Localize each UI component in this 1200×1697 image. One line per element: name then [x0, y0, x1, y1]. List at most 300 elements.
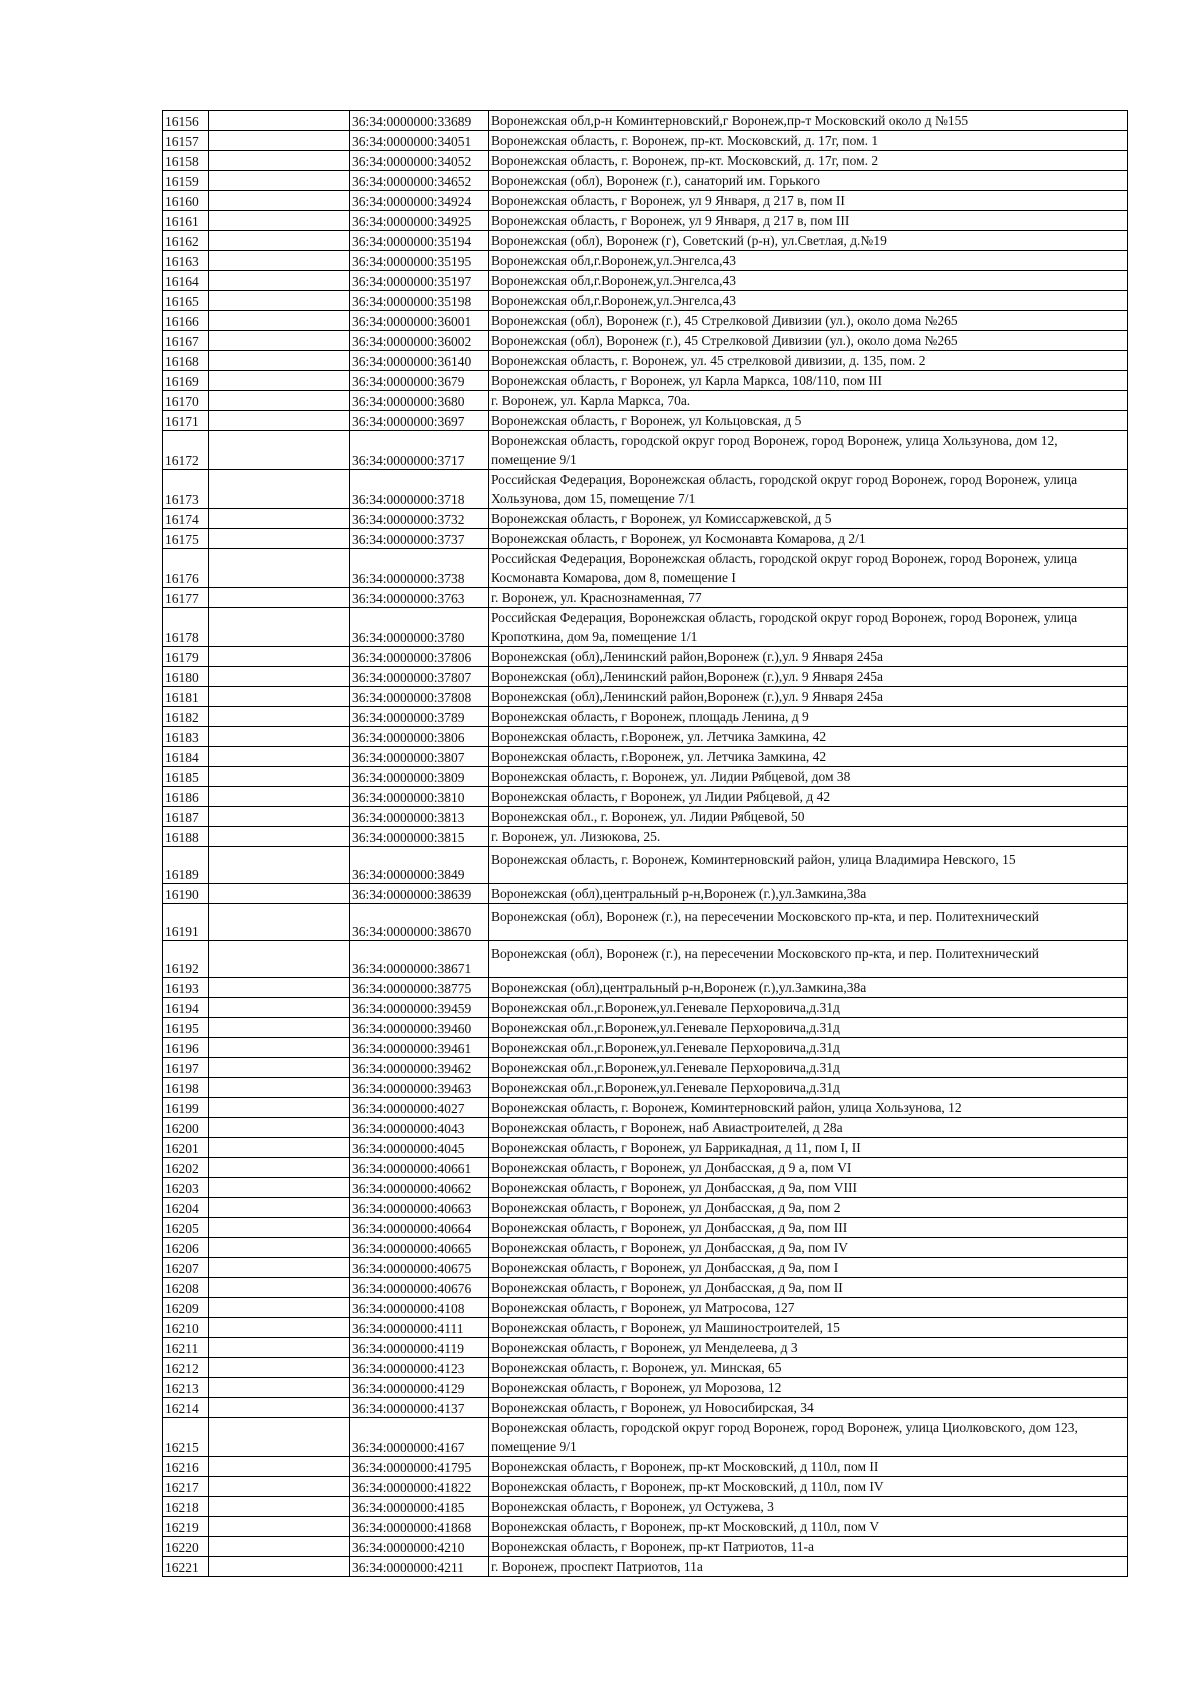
address-cell: Воронежская область, г Воронеж, ул Морозова, 12: [489, 1378, 1128, 1398]
row-number-cell: 16203: [163, 1178, 209, 1198]
empty-cell: [209, 331, 350, 351]
cadastral-number-cell: 36:34:0000000:36001: [350, 311, 489, 331]
empty-cell: [209, 787, 350, 807]
address-cell: Воронежская область, г Воронеж, ул Комиссаржевской, д 5: [489, 509, 1128, 529]
table-row: [163, 1238, 1128, 1258]
address-cell: Воронежская область, г Воронеж, ул Донбасская, д 9а, пом IV: [489, 1238, 1128, 1258]
empty-cell: [209, 1178, 350, 1198]
address-cell: Воронежская область, г Воронеж, ул Карла Маркса, 108/110, пом III: [489, 371, 1128, 391]
empty-cell: [209, 904, 350, 941]
row-number-cell: 16193: [163, 978, 209, 998]
table-row: [163, 1058, 1128, 1078]
empty-cell: [209, 1278, 350, 1298]
table-row: [163, 1178, 1128, 1198]
cadastral-number-cell: 36:34:0000000:40663: [350, 1198, 489, 1218]
row-number-cell: 16180: [163, 667, 209, 687]
row-number-cell: 16202: [163, 1158, 209, 1178]
address-cell: Воронежская область, г Воронеж, пр-кт Патриотов, 11-а: [489, 1537, 1128, 1557]
table-row: [163, 807, 1128, 827]
address-cell: Воронежская область, г.Воронеж, ул. Летчика Замкина, 42: [489, 727, 1128, 747]
table-row: [163, 1378, 1128, 1398]
address-cell: Воронежская обл., г. Воронеж, ул. Лидии Рябцевой, 50: [489, 807, 1128, 827]
row-number-cell: 16190: [163, 884, 209, 904]
cadastral-number-cell: 36:34:0000000:40661: [350, 1158, 489, 1178]
table-row: [163, 1477, 1128, 1497]
table-row: [163, 847, 1128, 884]
address-cell: г. Воронеж, ул. Лизюкова, 25.: [489, 827, 1128, 847]
table-row: [163, 470, 1128, 509]
row-number-cell: 16160: [163, 191, 209, 211]
cadastral-number-cell: 36:34:0000000:4185: [350, 1497, 489, 1517]
table-row: [163, 1318, 1128, 1338]
cadastral-number-cell: 36:34:0000000:4129: [350, 1378, 489, 1398]
cadastral-number-cell: 36:34:0000000:4027: [350, 1098, 489, 1118]
table-row: [163, 1398, 1128, 1418]
row-number-cell: 16177: [163, 588, 209, 608]
row-number-cell: 16164: [163, 271, 209, 291]
row-number-cell: 16208: [163, 1278, 209, 1298]
cadastral-number-cell: 36:34:0000000:39463: [350, 1078, 489, 1098]
address-cell: Воронежская область, г Воронеж, пр-кт Московский, д 110л, пом IV: [489, 1477, 1128, 1497]
row-number-cell: 16163: [163, 251, 209, 271]
empty-cell: [209, 1158, 350, 1178]
empty-cell: [209, 1078, 350, 1098]
cadastral-number-cell: 36:34:0000000:3809: [350, 767, 489, 787]
row-number-cell: 16156: [163, 111, 209, 131]
empty-cell: [209, 391, 350, 411]
cadastral-number-cell: 36:34:0000000:37808: [350, 687, 489, 707]
address-cell: Воронежская (обл),Ленинский район,Воронеж (г.),ул. 9 Января 245а: [489, 667, 1128, 687]
row-number-cell: 16194: [163, 998, 209, 1018]
row-number-cell: 16167: [163, 331, 209, 351]
row-number-cell: 16199: [163, 1098, 209, 1118]
cadastral-number-cell: 36:34:0000000:34652: [350, 171, 489, 191]
table-row: [163, 1278, 1128, 1298]
address-cell: Воронежская область, г Воронеж, ул Менделеева, д 3: [489, 1338, 1128, 1358]
empty-cell: [209, 1338, 350, 1358]
address-cell: Воронежская область, г Воронеж, ул Кольцовская, д 5: [489, 411, 1128, 431]
row-number-cell: 16216: [163, 1457, 209, 1477]
cadastral-number-cell: 36:34:0000000:38639: [350, 884, 489, 904]
table-row: [163, 1118, 1128, 1138]
table-row: [163, 667, 1128, 687]
empty-cell: [209, 1557, 350, 1577]
cadastral-number-cell: 36:34:0000000:35195: [350, 251, 489, 271]
cadastral-number-cell: 36:34:0000000:34051: [350, 131, 489, 151]
table-row: [163, 998, 1128, 1018]
table-row: [163, 588, 1128, 608]
address-cell: Российская Федерация, Воронежская область, городской округ город Воронеж, город Воронеж, улица Кропоткина, дом 9а, помещение 1/1: [489, 608, 1128, 647]
cadastral-number-cell: 36:34:0000000:39460: [350, 1018, 489, 1038]
address-cell: Воронежская (обл),Ленинский район,Воронеж (г.),ул. 9 Января 245а: [489, 687, 1128, 707]
table-row: [163, 884, 1128, 904]
empty-cell: [209, 411, 350, 431]
cadastral-number-cell: 36:34:0000000:3717: [350, 431, 489, 470]
table-row: [163, 687, 1128, 707]
table-row: [163, 231, 1128, 251]
address-cell: Воронежская (обл), Воронеж (г.), 45 Стрелковой Дивизии (ул.), около дома №265: [489, 331, 1128, 351]
empty-cell: [209, 1398, 350, 1418]
empty-cell: [209, 211, 350, 231]
table-row: [163, 1298, 1128, 1318]
address-cell: Воронежская (обл), Воронеж (г.), санаторий им. Горького: [489, 171, 1128, 191]
table-row: [163, 904, 1128, 941]
row-number-cell: 16158: [163, 151, 209, 171]
address-cell: Воронежская область, г Воронеж, пр-кт Московский, д 110л, пом II: [489, 1457, 1128, 1477]
row-number-cell: 16182: [163, 707, 209, 727]
row-number-cell: 16186: [163, 787, 209, 807]
table-row: [163, 827, 1128, 847]
empty-cell: [209, 351, 350, 371]
table-row: [163, 411, 1128, 431]
table-row: [163, 291, 1128, 311]
empty-cell: [209, 111, 350, 131]
row-number-cell: 16166: [163, 311, 209, 331]
table-row: [163, 371, 1128, 391]
row-number-cell: 16170: [163, 391, 209, 411]
row-number-cell: 16220: [163, 1537, 209, 1557]
empty-cell: [209, 1298, 350, 1318]
cadastral-number-cell: 36:34:0000000:3718: [350, 470, 489, 509]
row-number-cell: 16175: [163, 529, 209, 549]
empty-cell: [209, 1118, 350, 1138]
table-row: [163, 1557, 1128, 1577]
cadastral-number-cell: 36:34:0000000:3806: [350, 727, 489, 747]
empty-cell: [209, 884, 350, 904]
empty-cell: [209, 231, 350, 251]
address-cell: Воронежская обл,г.Воронеж,ул.Энгелса,43: [489, 291, 1128, 311]
address-cell: Воронежская область, г Воронеж, ул Космонавта Комарова, д 2/1: [489, 529, 1128, 549]
address-cell: Воронежская обл,г.Воронеж,ул.Энгелса,43: [489, 251, 1128, 271]
cadastral-number-cell: 36:34:0000000:37806: [350, 647, 489, 667]
empty-cell: [209, 1497, 350, 1517]
address-cell: Воронежская область, г. Воронеж, ул. Лидии Рябцевой, дом 38: [489, 767, 1128, 787]
empty-cell: [209, 431, 350, 470]
cadastral-number-cell: 36:34:0000000:3813: [350, 807, 489, 827]
table-row: [163, 1457, 1128, 1477]
empty-cell: [209, 509, 350, 529]
cadastral-number-cell: 36:34:0000000:4123: [350, 1358, 489, 1378]
table-row: [163, 1078, 1128, 1098]
empty-cell: [209, 171, 350, 191]
cadastral-number-cell: 36:34:0000000:37807: [350, 667, 489, 687]
row-number-cell: 16198: [163, 1078, 209, 1098]
cadastral-number-cell: 36:34:0000000:34925: [350, 211, 489, 231]
table-row: [163, 549, 1128, 588]
row-number-cell: 16197: [163, 1058, 209, 1078]
address-cell: Воронежская область, г Воронеж, ул Матросова, 127: [489, 1298, 1128, 1318]
row-number-cell: 16174: [163, 509, 209, 529]
empty-cell: [209, 687, 350, 707]
empty-cell: [209, 1537, 350, 1557]
cadastral-number-cell: 36:34:0000000:3789: [350, 707, 489, 727]
table-row: [163, 608, 1128, 647]
address-cell: Воронежская (обл), Воронеж (г), Советский (р-н), ул.Светлая, д.№19: [489, 231, 1128, 251]
row-number-cell: 16210: [163, 1318, 209, 1338]
cadastral-number-cell: 36:34:0000000:36002: [350, 331, 489, 351]
cadastral-number-cell: 36:34:0000000:3680: [350, 391, 489, 411]
address-cell: Воронежская область, г. Воронеж, Коминтерновский район, улица Хользунова, 12: [489, 1098, 1128, 1118]
empty-cell: [209, 1517, 350, 1537]
empty-cell: [209, 1477, 350, 1497]
cadastral-number-cell: 36:34:0000000:39461: [350, 1038, 489, 1058]
table-row: [163, 941, 1128, 978]
row-number-cell: 16157: [163, 131, 209, 151]
cadastral-number-cell: 36:34:0000000:39459: [350, 998, 489, 1018]
empty-cell: [209, 978, 350, 998]
address-cell: г. Воронеж, ул. Краснознаменная, 77: [489, 588, 1128, 608]
table-row: [163, 1258, 1128, 1278]
table-row: [163, 171, 1128, 191]
table-row: [163, 1158, 1128, 1178]
cadastral-number-cell: 36:34:0000000:35194: [350, 231, 489, 251]
cadastral-number-cell: 36:34:0000000:40675: [350, 1258, 489, 1278]
table-row: [163, 978, 1128, 998]
empty-cell: [209, 371, 350, 391]
address-cell: Воронежская обл.,г.Воронеж,ул.Геневале Перхоровича,д.31д: [489, 1018, 1128, 1038]
cadastral-number-cell: 36:34:0000000:3780: [350, 608, 489, 647]
address-cell: Воронежская обл.,г.Воронеж,ул.Геневале Перхоровича,д.31д: [489, 1038, 1128, 1058]
row-number-cell: 16209: [163, 1298, 209, 1318]
address-cell: Воронежская (обл),центральный р-н,Воронеж (г.),ул.Замкина,38а: [489, 884, 1128, 904]
row-number-cell: 16187: [163, 807, 209, 827]
empty-cell: [209, 1258, 350, 1278]
empty-cell: [209, 529, 350, 549]
table-row: [163, 391, 1128, 411]
table-row: [163, 1218, 1128, 1238]
cadastral-number-cell: 36:34:0000000:3849: [350, 847, 489, 884]
address-cell: Российская Федерация, Воронежская область, городской округ город Воронеж, город Воронеж, улица Космонавта Комарова, дом 8, помещение I: [489, 549, 1128, 588]
row-number-cell: 16221: [163, 1557, 209, 1577]
address-cell: Воронежская область, г Воронеж, пр-кт Московский, д 110л, пом V: [489, 1517, 1128, 1537]
address-cell: Воронежская область, г Воронеж, ул 9 Января, д 217 в, пом II: [489, 191, 1128, 211]
row-number-cell: 16201: [163, 1138, 209, 1158]
empty-cell: [209, 1018, 350, 1038]
row-number-cell: 16207: [163, 1258, 209, 1278]
cadastral-number-cell: 36:34:0000000:41868: [350, 1517, 489, 1537]
address-cell: Воронежская обл.,г.Воронеж,ул.Геневале Перхоровича,д.31д: [489, 998, 1128, 1018]
empty-cell: [209, 847, 350, 884]
empty-cell: [209, 1418, 350, 1457]
address-cell: Воронежская область, г Воронеж, ул Машиностроителей, 15: [489, 1318, 1128, 1338]
table-row: [163, 1418, 1128, 1457]
table-row: [163, 151, 1128, 171]
empty-cell: [209, 1198, 350, 1218]
address-cell: Воронежская область, г. Воронеж, пр-кт. Московский, д. 17г, пом. 2: [489, 151, 1128, 171]
row-number-cell: 16159: [163, 171, 209, 191]
address-cell: Российская Федерация, Воронежская область, городской округ город Воронеж, город Воронеж, улица Хользунова, дом 15, помещение 7/1: [489, 470, 1128, 509]
empty-cell: [209, 131, 350, 151]
row-number-cell: 16183: [163, 727, 209, 747]
address-cell: Воронежская область, г Воронеж, ул Баррикадная, д 11, пом I, II: [489, 1138, 1128, 1158]
empty-cell: [209, 311, 350, 331]
address-cell: Воронежская область, г Воронеж, ул Донбасская, д 9а, пом VIII: [489, 1178, 1128, 1198]
table-row: [163, 351, 1128, 371]
address-cell: Воронежская область, г. Воронеж, пр-кт. Московский, д. 17г, пом. 1: [489, 131, 1128, 151]
empty-cell: [209, 1378, 350, 1398]
row-number-cell: 16195: [163, 1018, 209, 1038]
cadastral-number-cell: 36:34:0000000:34924: [350, 191, 489, 211]
row-number-cell: 16168: [163, 351, 209, 371]
table-row: [163, 1517, 1128, 1537]
empty-cell: [209, 747, 350, 767]
address-cell: Воронежская область, г. Воронеж, ул. Минская, 65: [489, 1358, 1128, 1378]
row-number-cell: 16211: [163, 1338, 209, 1358]
row-number-cell: 16171: [163, 411, 209, 431]
table-row: [163, 311, 1128, 331]
row-number-cell: 16185: [163, 767, 209, 787]
address-cell: Воронежская область, г Воронеж, ул Лидии Рябцевой, д 42: [489, 787, 1128, 807]
table-row: [163, 727, 1128, 747]
table-row: [163, 191, 1128, 211]
table-row: [163, 1098, 1128, 1118]
row-number-cell: 16179: [163, 647, 209, 667]
cadastral-number-cell: 36:34:0000000:4211: [350, 1557, 489, 1577]
empty-cell: [209, 941, 350, 978]
row-number-cell: 16178: [163, 608, 209, 647]
table-row: [163, 529, 1128, 549]
cadastral-number-cell: 36:34:0000000:35198: [350, 291, 489, 311]
empty-cell: [209, 998, 350, 1018]
cadastral-number-cell: 36:34:0000000:3807: [350, 747, 489, 767]
address-cell: Воронежская (обл), Воронеж (г.), на пересечении Московского пр-кта, и пер. Политехнический: [489, 941, 1128, 978]
table-row: [163, 211, 1128, 231]
address-cell: Воронежская область, г Воронеж, ул Остужева, 3: [489, 1497, 1128, 1517]
empty-cell: [209, 608, 350, 647]
row-number-cell: 16196: [163, 1038, 209, 1058]
cadastral-number-cell: 36:34:0000000:40664: [350, 1218, 489, 1238]
row-number-cell: 16214: [163, 1398, 209, 1418]
cadastral-number-cell: 36:34:0000000:3737: [350, 529, 489, 549]
table-row: [163, 509, 1128, 529]
row-number-cell: 16189: [163, 847, 209, 884]
table-row: [163, 647, 1128, 667]
cadastral-number-cell: 36:34:0000000:39462: [350, 1058, 489, 1078]
address-cell: г. Воронеж, проспект Патриотов, 11а: [489, 1557, 1128, 1577]
cadastral-number-cell: 36:34:0000000:38775: [350, 978, 489, 998]
cadastral-number-cell: 36:34:0000000:34052: [350, 151, 489, 171]
address-cell: Воронежская область, г Воронеж, ул 9 Января, д 217 в, пом III: [489, 211, 1128, 231]
cadastral-number-cell: 36:34:0000000:40662: [350, 1178, 489, 1198]
cadastral-number-cell: 36:34:0000000:4167: [350, 1418, 489, 1457]
address-cell: Воронежская обл.,г.Воронеж,ул.Геневале Перхоровича,д.31д: [489, 1058, 1128, 1078]
empty-cell: [209, 1038, 350, 1058]
table-row: [163, 111, 1128, 131]
cadastral-number-cell: 36:34:0000000:4119: [350, 1338, 489, 1358]
address-cell: Воронежская (обл), Воронеж (г.), на пересечении Московского пр-кта, и пер. Политехнический: [489, 904, 1128, 941]
table-row: [163, 251, 1128, 271]
row-number-cell: 16215: [163, 1418, 209, 1457]
table-row: [163, 131, 1128, 151]
table-row: [163, 1338, 1128, 1358]
empty-cell: [209, 827, 350, 847]
row-number-cell: 16176: [163, 549, 209, 588]
table-row: [163, 747, 1128, 767]
address-cell: Воронежская область, г.Воронеж, ул. Летчика Замкина, 42: [489, 747, 1128, 767]
cadastral-number-cell: 36:34:0000000:3763: [350, 588, 489, 608]
table-row: [163, 1038, 1128, 1058]
row-number-cell: 16165: [163, 291, 209, 311]
address-cell: Воронежская область, городской округ город Воронеж, город Воронеж, улица Хользунова, дом 12, помещение 9/1: [489, 431, 1128, 470]
table-row: [163, 1018, 1128, 1038]
address-cell: Воронежская (обл),Ленинский район,Воронеж (г.),ул. 9 Января 245а: [489, 647, 1128, 667]
row-number-cell: 16213: [163, 1378, 209, 1398]
row-number-cell: 16161: [163, 211, 209, 231]
row-number-cell: 16192: [163, 941, 209, 978]
row-number-cell: 16172: [163, 431, 209, 470]
address-cell: Воронежская область, г Воронеж, ул Донбасская, д 9 а, пом VI: [489, 1158, 1128, 1178]
empty-cell: [209, 291, 350, 311]
cadastral-number-cell: 36:34:0000000:4137: [350, 1398, 489, 1418]
cadastral-number-cell: 36:34:0000000:40665: [350, 1238, 489, 1258]
row-number-cell: 16162: [163, 231, 209, 251]
empty-cell: [209, 767, 350, 787]
empty-cell: [209, 1138, 350, 1158]
cadastral-number-cell: 36:34:0000000:36140: [350, 351, 489, 371]
row-number-cell: 16200: [163, 1118, 209, 1138]
table-row: [163, 271, 1128, 291]
row-number-cell: 16184: [163, 747, 209, 767]
address-cell: Воронежская область, г Воронеж, ул Донбасская, д 9а, пом II: [489, 1278, 1128, 1298]
cadastral-number-cell: 36:34:0000000:3815: [350, 827, 489, 847]
table-row: [163, 331, 1128, 351]
empty-cell: [209, 1457, 350, 1477]
empty-cell: [209, 191, 350, 211]
row-number-cell: 16219: [163, 1517, 209, 1537]
cadastral-number-cell: 36:34:0000000:4043: [350, 1118, 489, 1138]
empty-cell: [209, 151, 350, 171]
row-number-cell: 16217: [163, 1477, 209, 1497]
row-number-cell: 16188: [163, 827, 209, 847]
cadastral-number-cell: 36:34:0000000:38670: [350, 904, 489, 941]
empty-cell: [209, 1058, 350, 1078]
address-cell: Воронежская (обл), Воронеж (г.), 45 Стрелковой Дивизии (ул.), около дома №265: [489, 311, 1128, 331]
table-row: [163, 1537, 1128, 1557]
empty-cell: [209, 1318, 350, 1338]
row-number-cell: 16218: [163, 1497, 209, 1517]
cadastral-number-cell: 36:34:0000000:3738: [350, 549, 489, 588]
empty-cell: [209, 1238, 350, 1258]
cadastral-number-cell: 36:34:0000000:3679: [350, 371, 489, 391]
cadastral-number-cell: 36:34:0000000:38671: [350, 941, 489, 978]
row-number-cell: 16169: [163, 371, 209, 391]
empty-cell: [209, 707, 350, 727]
address-cell: Воронежская область, г Воронеж, ул Донбасская, д 9а, пом I: [489, 1258, 1128, 1278]
cadastral-number-cell: 36:34:0000000:33689: [350, 111, 489, 131]
address-cell: Воронежская обл,р-н Коминтерновский,г Воронеж,пр-т Московский около д №155: [489, 111, 1128, 131]
address-cell: Воронежская (обл),центральный р-н,Воронеж (г.),ул.Замкина,38а: [489, 978, 1128, 998]
address-cell: г. Воронеж, ул. Карла Маркса, 70а.: [489, 391, 1128, 411]
empty-cell: [209, 251, 350, 271]
row-number-cell: 16205: [163, 1218, 209, 1238]
cadastral-number-cell: 36:34:0000000:3810: [350, 787, 489, 807]
table-row: [163, 767, 1128, 787]
cadastral-number-cell: 36:34:0000000:41795: [350, 1457, 489, 1477]
empty-cell: [209, 807, 350, 827]
row-number-cell: 16173: [163, 470, 209, 509]
empty-cell: [209, 727, 350, 747]
empty-cell: [209, 1358, 350, 1378]
cadastral-number-cell: 36:34:0000000:4210: [350, 1537, 489, 1557]
address-cell: Воронежская область, г Воронеж, ул Новосибирская, 34: [489, 1398, 1128, 1418]
cadastral-number-cell: 36:34:0000000:3732: [350, 509, 489, 529]
address-cell: Воронежская область, г. Воронеж, Коминтерновский район, улица Владимира Невского, 15: [489, 847, 1128, 884]
address-cell: Воронежская область, г Воронеж, наб Авиастроителей, д 28а: [489, 1118, 1128, 1138]
empty-cell: [209, 271, 350, 291]
cadastral-number-cell: 36:34:0000000:4045: [350, 1138, 489, 1158]
address-cell: Воронежская область, г Воронеж, площадь Ленина, д 9: [489, 707, 1128, 727]
cadastral-number-cell: 36:34:0000000:35197: [350, 271, 489, 291]
